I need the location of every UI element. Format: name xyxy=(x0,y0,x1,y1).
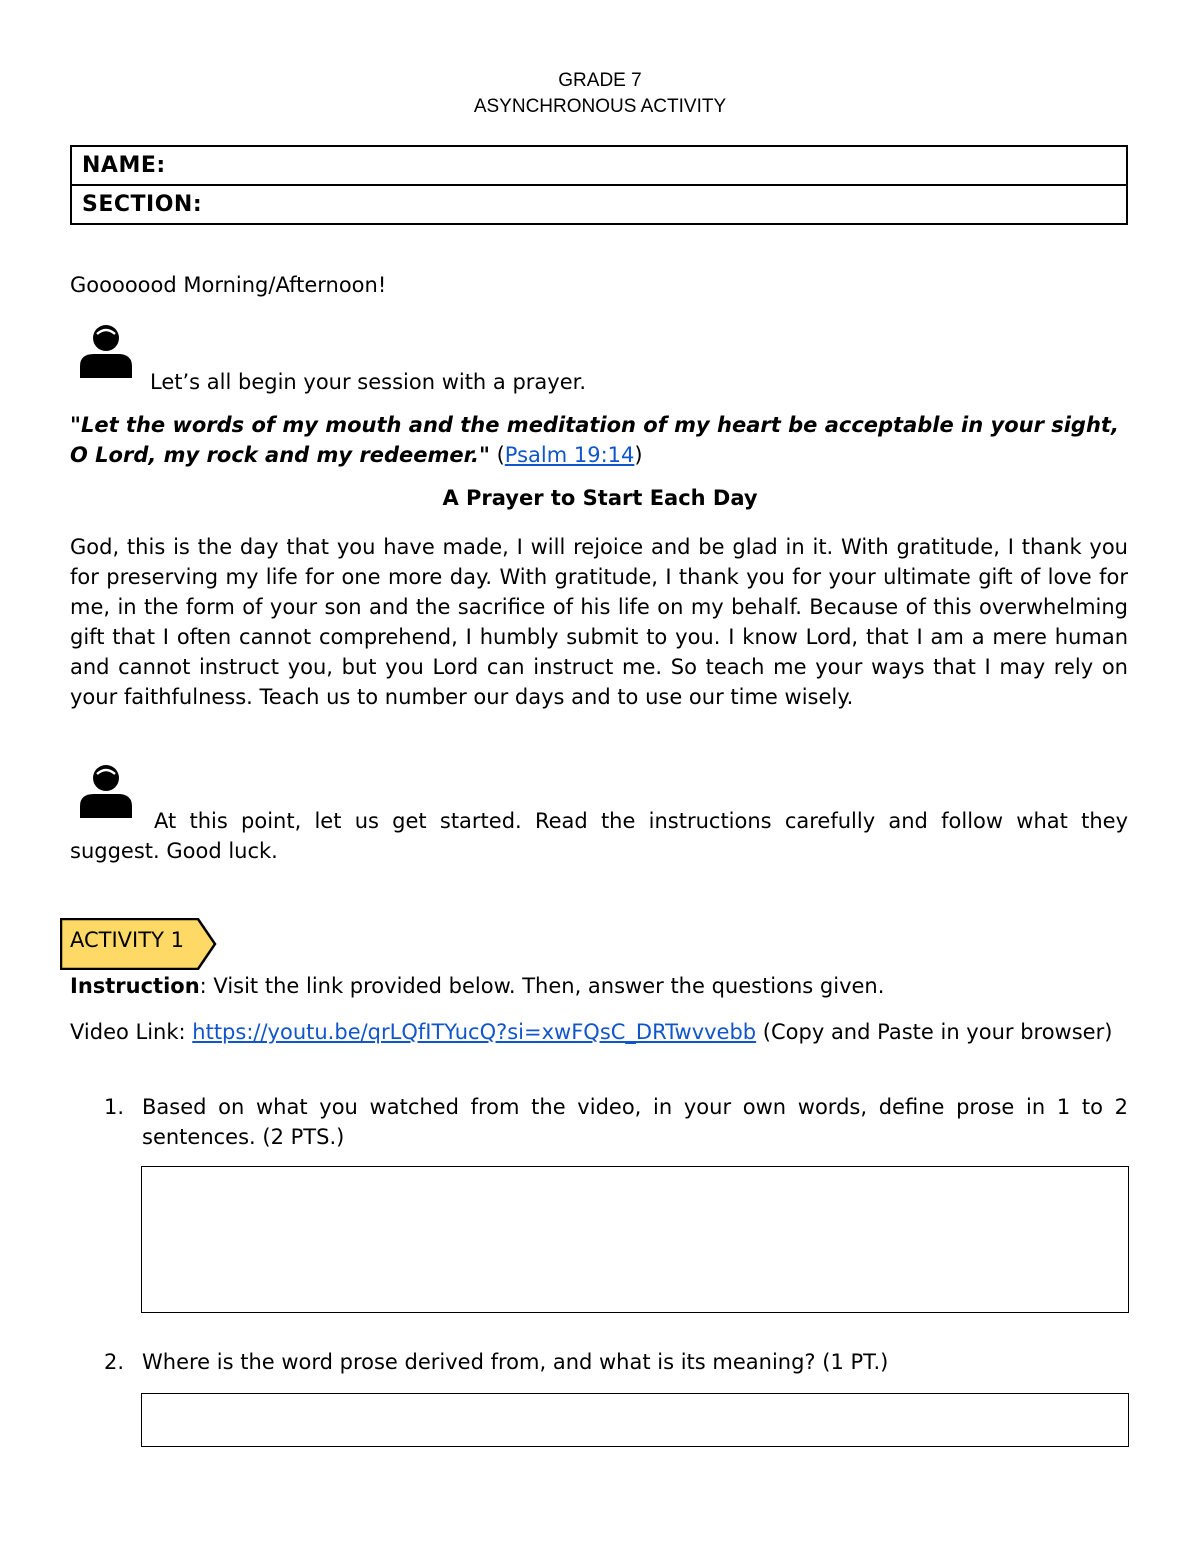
answer-box-1[interactable] xyxy=(141,1166,1129,1313)
name-field[interactable]: NAME: xyxy=(71,146,1127,185)
grade-heading: GRADE 7 xyxy=(558,70,642,91)
verse-open-paren: ( xyxy=(489,443,505,467)
video-link[interactable]: https://youtu.be/qrLQfITYucQ?si=xwFQsC_DRTwvvebb xyxy=(192,1020,757,1044)
question-number: 2. xyxy=(104,1350,125,1374)
prayer-title: A Prayer to Start Each Day xyxy=(442,486,758,510)
activity-badge-label: ACTIVITY 1 xyxy=(70,928,184,952)
start-note: At this point, let us get started. Read the instructions carefully and follow what they suggest. Good luck. xyxy=(70,809,1128,863)
greeting: Gooooood Morning/Afternoon! xyxy=(70,273,387,297)
activity-badge xyxy=(60,918,220,970)
person-icon xyxy=(78,322,134,380)
prayer-intro: Let’s all begin your session with a prayer. xyxy=(150,370,587,394)
verse-quote: "Let the words of my mouth and the meditation of my heart be acceptable in your sight, O Lord, my rock and my redeemer." xyxy=(70,413,1119,467)
prayer-body: God, this is the day that you have made, I will rejoice and be glad in it. With gratitude, I thank you for preserving my life for one more day. With gratitude, I thank you for your ultimate gift of love for me, in the form of your son and the sacrifice of his life on my behalf. Because of this overwhelming gift that I often cannot comprehend, I humbly submit to you. I know Lord, that I am a mere human and cannot instruct you, but you Lord can instruct me. So teach me your ways that I may rely on your faithfulness. Teach us to number our days and to use our time wisely. xyxy=(70,535,1128,709)
video-link-line xyxy=(70,1017,1128,1047)
verse-reference-link[interactable]: Psalm 19:14 xyxy=(504,443,635,467)
question-text: Based on what you watched from the video, in your own words, define prose in 1 to 2 sentences. (2 PTS.) xyxy=(142,1095,1128,1149)
video-link-label: Video Link: xyxy=(70,1020,193,1044)
student-info-table xyxy=(70,145,1128,225)
activity-type-heading: ASYNCHRONOUS ACTIVITY xyxy=(473,96,727,117)
instruction-line xyxy=(70,971,884,1001)
instruction-label: Instruction xyxy=(70,974,200,998)
bible-verse xyxy=(70,410,1130,470)
video-link-suffix: (Copy and Paste in your browser) xyxy=(756,1020,1113,1044)
verse-close-paren: ) xyxy=(634,443,643,467)
question-text: Where is the word prose derived from, and what is its meaning? (1 PT.) xyxy=(142,1350,889,1374)
instruction-text: : Visit the link provided below. Then, answer the questions given. xyxy=(199,974,885,998)
section-field[interactable]: SECTION: xyxy=(71,185,1127,224)
answer-box-2[interactable] xyxy=(141,1393,1129,1447)
question-number: 1. xyxy=(104,1095,125,1119)
